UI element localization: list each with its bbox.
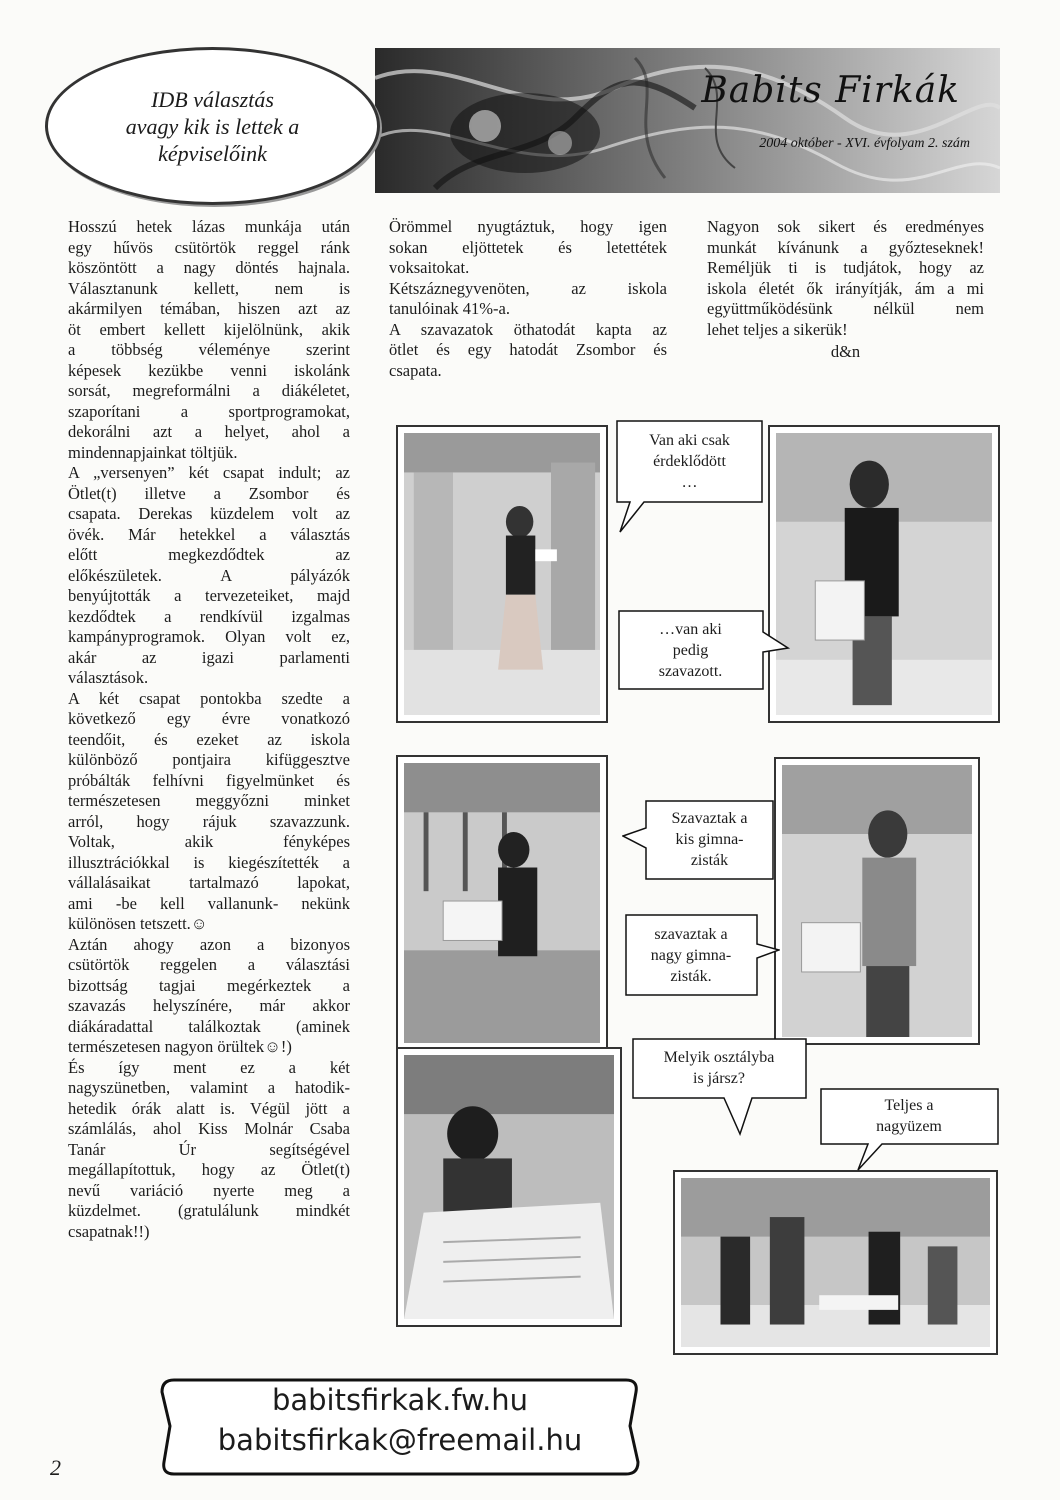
photo-older-students-voting bbox=[774, 757, 980, 1045]
text-line: megállapítottuk, hogy az Ötlet(t) bbox=[68, 1160, 350, 1179]
photo-image bbox=[681, 1178, 990, 1347]
text-line: Tanár Úr segítségével bbox=[68, 1139, 350, 1159]
text-line: lehet teljes a sikerük! bbox=[707, 319, 848, 339]
photo-image bbox=[404, 1055, 614, 1319]
speech-bubble-3 bbox=[622, 800, 774, 880]
email-link[interactable]: babitsfirkak@freemail.hu bbox=[217, 1423, 583, 1457]
text-line: benyújtották a tervezeteiket, majd bbox=[68, 586, 350, 605]
text-line: köszöntött a nagy döntés hajnala. bbox=[68, 258, 350, 277]
bubble-line: nagyüzem bbox=[876, 1118, 942, 1135]
photo-boy-voting bbox=[768, 425, 1000, 723]
text-line: dekorálni azt a helyet, ahol a bbox=[68, 422, 350, 441]
article-title-oval bbox=[45, 47, 380, 205]
photo-image bbox=[776, 433, 992, 715]
text-line: együttműködésünk nélkül nem bbox=[707, 299, 984, 318]
photo-image bbox=[404, 763, 600, 1043]
author-signature: d&n bbox=[830, 342, 861, 361]
page-number: 2 bbox=[50, 1455, 61, 1480]
bubble-line: zisták bbox=[690, 852, 729, 869]
text-line: próbálták felhívni figyelmünket és bbox=[68, 770, 350, 790]
speech-bubble-4 bbox=[625, 914, 780, 996]
text-line: vállalásaikat tartalmazó lapokat, bbox=[68, 873, 350, 892]
text-line: arról, hogy rájuk szavazzunk. bbox=[68, 811, 350, 831]
text-line: csapata. Derekas küzdelem volt az bbox=[68, 504, 350, 523]
text-line: diákáradattal találkoztak (aminek bbox=[68, 1016, 350, 1036]
text-line: Aztán ahogy azon a bizonyos bbox=[68, 934, 350, 954]
text-line: tanulóinak 41%-a. bbox=[389, 299, 510, 318]
photo-busy-room bbox=[673, 1170, 998, 1355]
text-line: csapata. bbox=[389, 360, 442, 380]
text-line: egy hűvös csütörtök reggel ránk bbox=[68, 237, 350, 257]
bubble-line: nagy gimna- bbox=[650, 946, 732, 964]
text-line: szavazás helyszínére, már akkor bbox=[68, 996, 350, 1015]
bubble-line: szavazott. bbox=[658, 662, 723, 680]
text-line: A két csapat pontokba szedte a bbox=[68, 688, 350, 708]
text-line: sorsát, megreformálni a diákéletet, bbox=[68, 381, 350, 400]
text-line: küzdelmet. (gratulálunk mindkét bbox=[68, 1201, 350, 1220]
text-line: Reméljük ti is tudjátok, hogy az bbox=[707, 258, 984, 277]
text-line: szaporítani a sportprogramokat, bbox=[68, 401, 350, 421]
text-line: munkát kívánunk a győzteseknek! bbox=[707, 237, 984, 257]
text-line: teendőit, és ezeket az iskola bbox=[68, 729, 350, 749]
text-line: természetesen meggyőzni minket bbox=[68, 791, 350, 810]
text-line: övék. Már hetekkel a választás bbox=[68, 524, 350, 544]
text-line: A „versenyen” két csapat indult; az bbox=[68, 463, 350, 482]
article-column-2 bbox=[389, 217, 667, 381]
text-line: előkészületek. A pályázók bbox=[68, 565, 350, 585]
text-line: Kétszáznegyvenöten, az iskola bbox=[389, 278, 667, 298]
bubble-line: …van aki bbox=[659, 620, 722, 638]
text-line: kezdődtek a rendkívül izgalmas bbox=[68, 606, 350, 626]
text-line: A szavazatok öthatodát kapta az bbox=[389, 319, 667, 339]
text-line: bizottság tagjai megérkeztek a bbox=[68, 975, 350, 995]
text-line: előtt megkezdődtek az bbox=[68, 545, 350, 564]
text-line: akár az igazi parlamenti bbox=[68, 647, 350, 667]
text-line: akármilyen témában, hiszen azt az bbox=[68, 299, 350, 318]
text-line: öt embert kellett kijelölnünk, akik bbox=[68, 319, 350, 339]
photo-image bbox=[782, 765, 972, 1037]
text-line: iskola életét ők irányítják, ám a mi bbox=[707, 278, 984, 298]
text-line: nagyszünetben, valamint a hatodik- bbox=[68, 1078, 350, 1097]
bubble-line: … bbox=[681, 473, 698, 491]
article-title-line-1: IDB választás bbox=[151, 86, 274, 112]
bubble-line: szavaztak a bbox=[654, 925, 728, 943]
photo-ballot-counting bbox=[396, 1047, 622, 1327]
text-line: mindennapjainkat töltjük. bbox=[68, 442, 238, 462]
text-line: ötlet és egy hatodát Zsombor és bbox=[389, 340, 667, 359]
masthead-name: Babits Firkák bbox=[701, 70, 960, 111]
photo-image bbox=[404, 433, 600, 715]
text-line: csütörtök reggelen a választási bbox=[68, 955, 350, 974]
article-title-line-2: avagy kik is lettek a bbox=[125, 113, 300, 139]
speech-bubble-2 bbox=[618, 610, 790, 690]
text-line: hetedik órák alatt is. Végül jött a bbox=[68, 1098, 350, 1118]
photo-girl-voting bbox=[396, 425, 608, 723]
bubble-line: érdeklődött bbox=[653, 452, 726, 470]
text-line: És így ment ez a két bbox=[68, 1057, 350, 1077]
bubble-line: zisták. bbox=[670, 967, 712, 985]
text-line: illusztrációkkal is kiegészítették a bbox=[68, 852, 350, 872]
text-line: nevű variáció nyerte meg a bbox=[68, 1180, 350, 1200]
text-line: kampányprogramok. Olyan volt ez, bbox=[68, 627, 350, 646]
text-line: különösen tetszett.☺ bbox=[68, 914, 208, 933]
article-column-3 bbox=[707, 217, 984, 363]
masthead-banner bbox=[375, 48, 1000, 193]
text-line: Ötlet(t) illetve a Zsombor és bbox=[68, 483, 350, 503]
article-column-1 bbox=[68, 217, 350, 1242]
article-title-line-3: képviselőink bbox=[158, 140, 267, 166]
text-line: számlálás, ahol Kiss Molnár Csaba bbox=[68, 1119, 350, 1138]
text-line: különböző pontjaira kifüggesztve bbox=[68, 750, 350, 769]
text-line: Választanunk kellett, nem is bbox=[68, 278, 350, 298]
website-link[interactable]: babitsfirkak.fw.hu bbox=[271, 1383, 529, 1417]
text-line: képesek kezükbe venni iskolánk bbox=[68, 360, 350, 380]
bubble-line: Teljes a bbox=[884, 1097, 934, 1114]
speech-bubble-5 bbox=[632, 1038, 807, 1136]
footer-contact bbox=[180, 1380, 620, 1460]
text-line: sokan eljöttetek és letettétek bbox=[389, 237, 667, 257]
text-line: ami -be kell vallanunk- nekünk bbox=[68, 893, 350, 913]
bubble-line: Melyik osztályba bbox=[663, 1049, 775, 1066]
bubble-line: is jársz? bbox=[693, 1070, 745, 1087]
bubble-line: Van aki csak bbox=[649, 431, 730, 449]
speech-bubble-6 bbox=[820, 1088, 1000, 1172]
speech-bubble-1 bbox=[616, 420, 763, 538]
text-line: a többség véleménye szerint bbox=[68, 340, 350, 359]
bubble-line: kis gimna- bbox=[675, 831, 744, 848]
text-line: Hosszú hetek lázas munkája után bbox=[68, 217, 350, 236]
photo-young-students-voting bbox=[396, 755, 608, 1051]
text-line: Nagyon sok sikert és eredményes bbox=[707, 217, 984, 236]
bubble-line: Szavaztak a bbox=[671, 810, 748, 827]
text-line: választások. bbox=[68, 668, 149, 687]
text-line: Örömmel nyugtáztuk, hogy igen bbox=[389, 217, 667, 236]
text-line: következő egy évre vonatkozó bbox=[68, 709, 350, 728]
masthead-issue-line: 2004 október - XVI. évfolyam 2. szám bbox=[759, 136, 970, 151]
text-line: voksaitokat. bbox=[389, 258, 470, 277]
text-line: természetesen nagyon örültek☺!) bbox=[68, 1037, 292, 1056]
text-line: csapatnak!!) bbox=[68, 1221, 150, 1241]
bubble-line: pedig bbox=[672, 641, 709, 659]
text-line: Voltak, akik fényképes bbox=[68, 832, 350, 851]
